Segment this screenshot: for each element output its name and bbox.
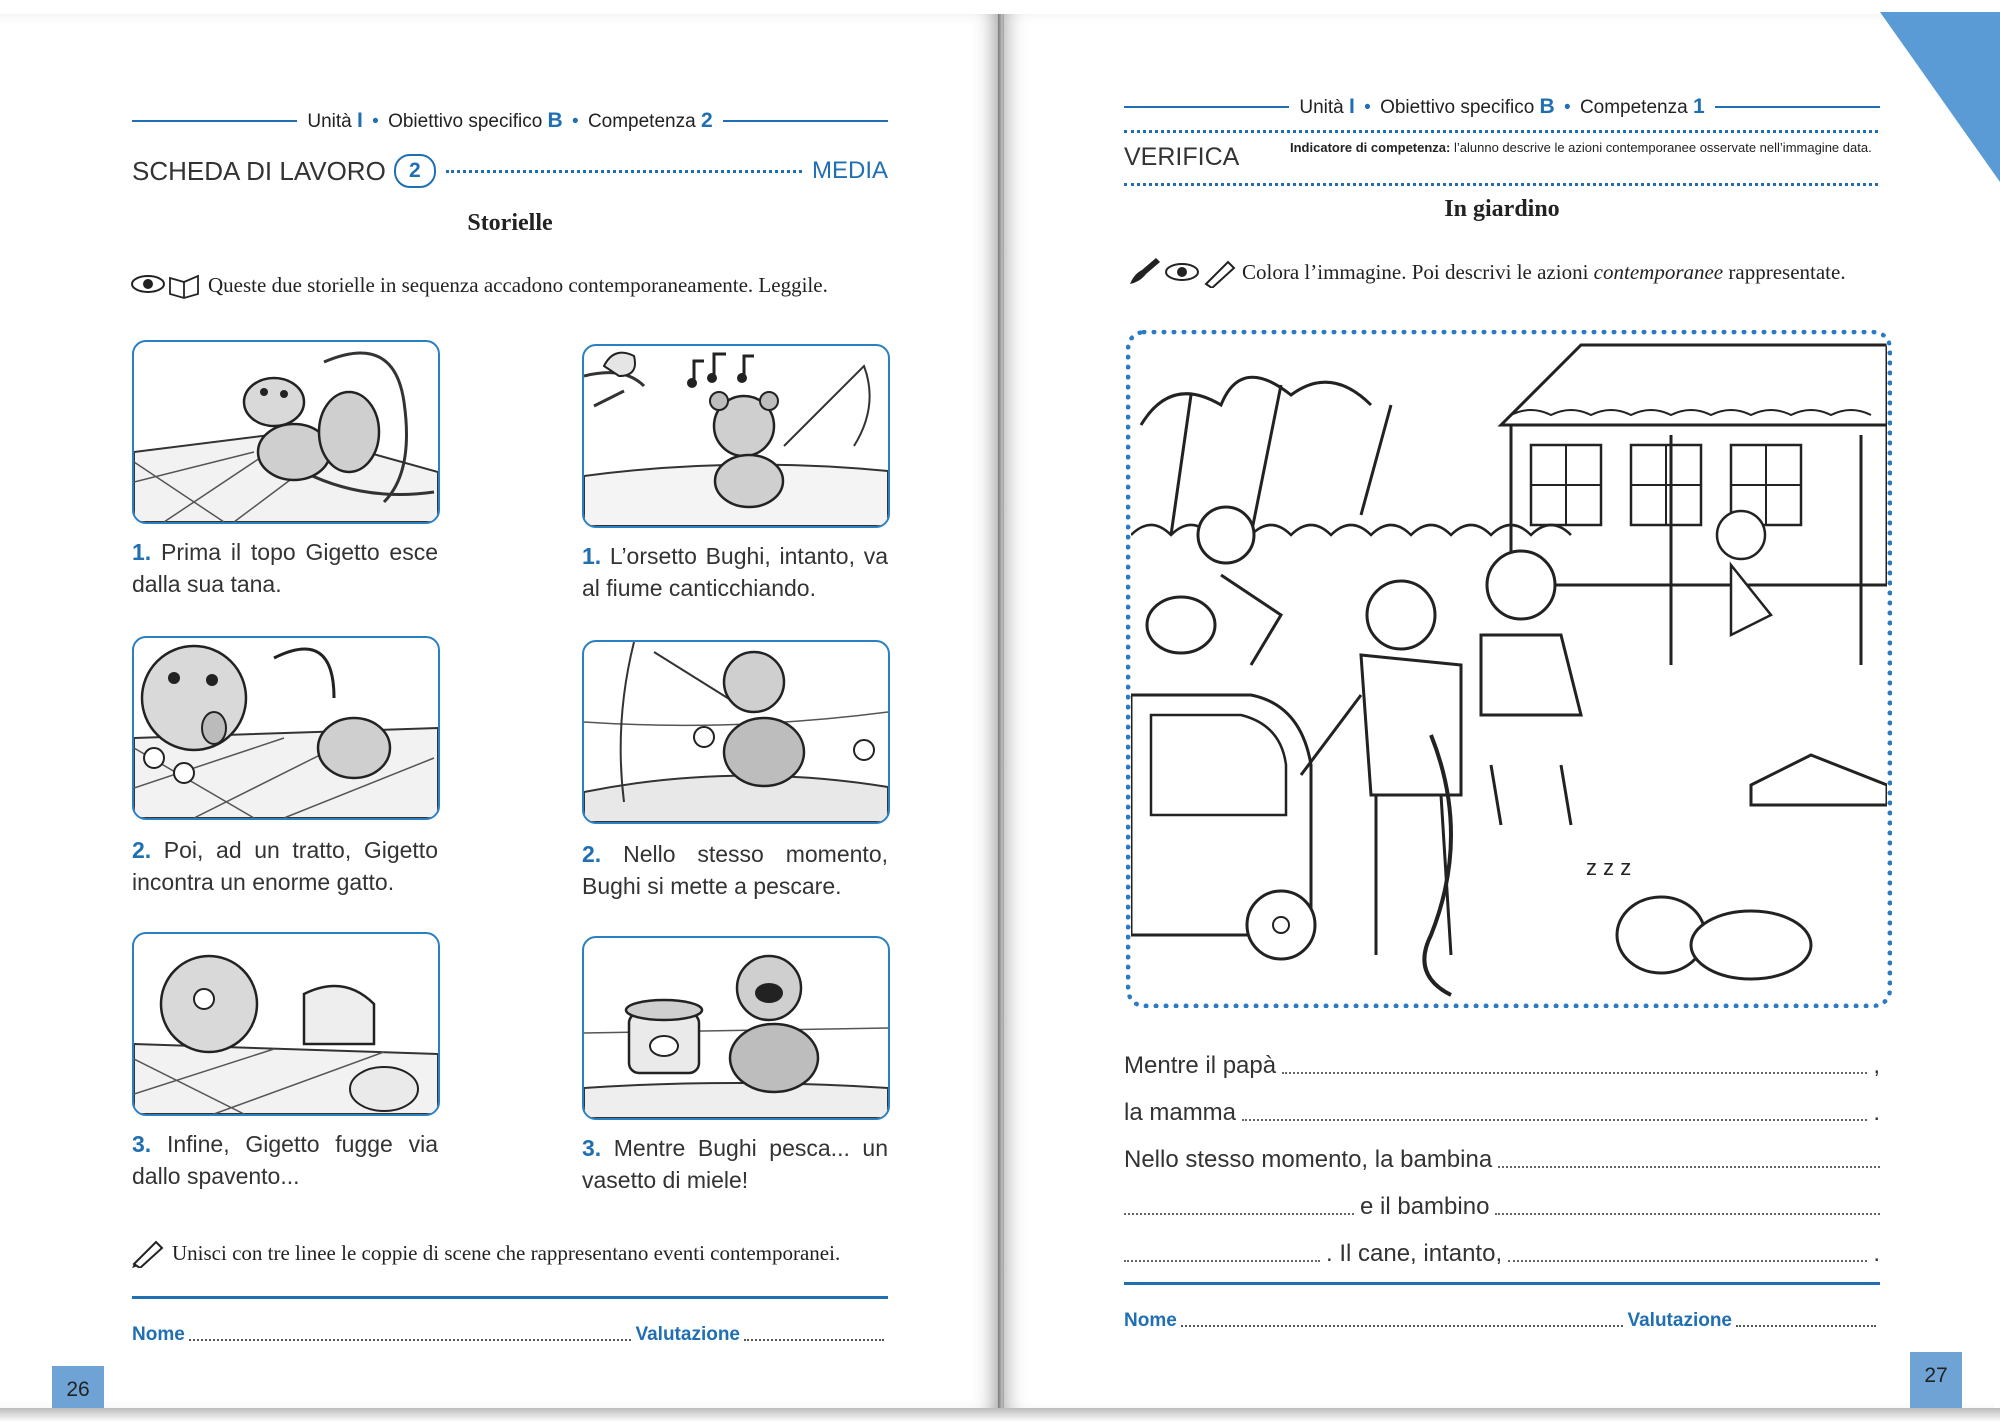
answer-prompt: Nello stesso momento, la bambina xyxy=(1124,1146,1493,1173)
scheda-level: MEDIA xyxy=(811,157,888,184)
color-instruction xyxy=(1126,256,1846,288)
valutazione-field[interactable] xyxy=(744,1339,884,1341)
answer-punct: , xyxy=(1873,1052,1880,1079)
answer-line-1 xyxy=(1124,1046,1880,1080)
instruction-emphasis: contemporanee xyxy=(1593,259,1724,284)
caption-text: L’orsetto Bughi, intanto, va al fiume canticchiando. xyxy=(582,543,888,601)
scheda-dots xyxy=(446,170,802,173)
bear-with-honey-jar-illustration xyxy=(584,938,888,1118)
story-panel-bear-2 xyxy=(582,640,890,824)
right-header xyxy=(1124,90,1880,124)
story-panel-mouse-1 xyxy=(132,340,440,524)
instruction-text: Colora l’immagine. Poi descrivi le azioni xyxy=(1242,259,1589,284)
bear-fishing-illustration xyxy=(584,642,888,822)
answer-line-3 xyxy=(1124,1140,1880,1174)
answer-line-4 xyxy=(1124,1187,1880,1221)
valutazione-label: Valutazione xyxy=(1627,1310,1732,1331)
caption-mouse-3 xyxy=(132,1128,438,1192)
header-text: Unità I • Obiettivo specifico B • Competenza 2 xyxy=(307,109,713,132)
page-title: In giardino xyxy=(1444,196,1560,222)
answer-field[interactable] xyxy=(1242,1119,1867,1121)
link-instruction xyxy=(130,1238,840,1268)
pen-icon xyxy=(130,1238,166,1268)
indicator-text: l’alunno descrive le azioni contemporanee osservate nell’immagine data. xyxy=(1454,140,1872,155)
answer-prompt: . Il cane, intanto, xyxy=(1326,1240,1503,1267)
obiettivo-label: Obiettivo specifico xyxy=(1380,97,1535,118)
caption-mouse-2 xyxy=(132,834,438,898)
header-line xyxy=(1124,106,1289,108)
obiettivo-value: B xyxy=(1539,95,1555,118)
nome-label: Nome xyxy=(1124,1310,1177,1331)
left-page xyxy=(0,14,1000,1410)
indicator-label: Indicatore di competenza: xyxy=(1290,140,1451,155)
story-panel-mouse-2 xyxy=(132,636,440,820)
right-footer xyxy=(1124,1310,1880,1332)
indicator xyxy=(1290,141,1878,155)
answer-field[interactable] xyxy=(1282,1072,1867,1074)
mouse-meets-cat-illustration xyxy=(134,638,438,818)
header-line xyxy=(1715,106,1880,108)
verifica-title: VERIFICA xyxy=(1124,143,1240,171)
mouse-escaping-illustration xyxy=(134,934,438,1114)
brush-eye-pen-icon xyxy=(1126,256,1236,288)
nome-label: Nome xyxy=(132,1324,185,1345)
caption-number: 3. xyxy=(132,1131,152,1157)
answer-line-2 xyxy=(1124,1093,1880,1127)
verifica-box xyxy=(1124,130,1878,186)
answer-field[interactable] xyxy=(1495,1213,1880,1215)
instruction-text: Queste due storielle in sequenza accadono contemporaneamente. Leggile. xyxy=(208,272,828,297)
unita-label: Unità xyxy=(1299,97,1344,118)
footer-rule xyxy=(1124,1282,1880,1285)
answer-field[interactable] xyxy=(1124,1260,1320,1262)
nome-field[interactable] xyxy=(1181,1325,1624,1327)
caption-number: 1. xyxy=(132,539,152,565)
left-header xyxy=(132,104,888,138)
bear-walking-singing-illustration xyxy=(584,346,888,526)
caption-number: 3. xyxy=(582,1135,602,1161)
unita-value: I xyxy=(1349,95,1355,118)
caption-number: 2. xyxy=(132,837,152,863)
story-panel-mouse-3 xyxy=(132,932,440,1116)
caption-number: 1. xyxy=(582,543,602,569)
scheda-number: 2 xyxy=(394,154,436,188)
page-number: 27 xyxy=(1910,1352,1962,1408)
answer-field[interactable] xyxy=(1498,1166,1880,1168)
header-line xyxy=(723,120,888,122)
competenza-value: 1 xyxy=(1692,95,1705,118)
valutazione-field[interactable] xyxy=(1736,1325,1876,1327)
valutazione-label: Valutazione xyxy=(635,1324,740,1345)
caption-text: Poi, ad un tratto, Gigetto incontra un enorme gatto. xyxy=(132,837,438,895)
left-footer xyxy=(132,1324,888,1346)
answer-punct: . xyxy=(1873,1099,1880,1126)
eye-book-icon xyxy=(130,270,202,300)
book-bottom-shadow xyxy=(0,1408,2000,1422)
caption-bear-3 xyxy=(582,1132,888,1196)
answer-prompt: e il bambino xyxy=(1360,1193,1490,1220)
unita-value: I xyxy=(357,109,363,132)
unita-label: Unità xyxy=(307,111,352,132)
scheda-title: SCHEDA DI LAVORO xyxy=(132,155,386,186)
answer-punct: . xyxy=(1873,1240,1880,1267)
page-number: 26 xyxy=(52,1366,104,1410)
scheda-heading xyxy=(132,154,888,188)
page-title: Storielle xyxy=(467,210,553,236)
story-panel-bear-3 xyxy=(582,936,890,1120)
instruction-text: Unisci con tre linee le coppie di scene che rappresentano eventi contemporanei. xyxy=(172,1240,841,1265)
header-text: Unità I • Obiettivo specifico B • Competenza 1 xyxy=(1299,95,1705,118)
answer-prompt: la mamma xyxy=(1124,1099,1237,1126)
answer-line-5 xyxy=(1124,1234,1880,1268)
competenza-value: 2 xyxy=(700,109,713,132)
caption-bear-2 xyxy=(582,838,888,902)
garden-scene-illustration[interactable] xyxy=(1131,335,1887,1003)
corner-triangle xyxy=(1880,12,2000,182)
nome-field[interactable] xyxy=(189,1339,632,1341)
caption-bear-1 xyxy=(582,540,888,604)
footer-rule xyxy=(132,1296,888,1299)
caption-text: Prima il topo Gigetto esce dalla sua tana. xyxy=(132,539,439,597)
instruction-text-end: rappresentate. xyxy=(1728,259,1846,284)
answer-prompt: Mentre il papà xyxy=(1124,1052,1277,1079)
header-line xyxy=(132,120,297,122)
caption-text: Mentre Bughi pesca... un vasetto di miele! xyxy=(582,1135,888,1193)
competenza-label: Competenza xyxy=(587,111,696,132)
obiettivo-label: Obiettivo specifico xyxy=(388,111,543,132)
answer-field[interactable] xyxy=(1124,1213,1354,1215)
svg-text:z z z: z z z xyxy=(1586,855,1632,880)
garden-illustration-frame xyxy=(1126,330,1892,1008)
story-panel-bear-1 xyxy=(582,344,890,528)
mouse-leaving-burrow-illustration xyxy=(134,342,438,522)
caption-number: 2. xyxy=(582,841,602,867)
competenza-label: Competenza xyxy=(1579,97,1688,118)
caption-text: Infine, Gigetto fugge via dallo spavento... xyxy=(132,1131,439,1189)
caption-text: Nello stesso momento, Bughi si mette a pescare. xyxy=(582,841,888,899)
read-instruction xyxy=(130,270,828,300)
caption-mouse-1 xyxy=(132,536,438,600)
answer-field[interactable] xyxy=(1508,1260,1867,1262)
obiettivo-value: B xyxy=(547,109,563,132)
